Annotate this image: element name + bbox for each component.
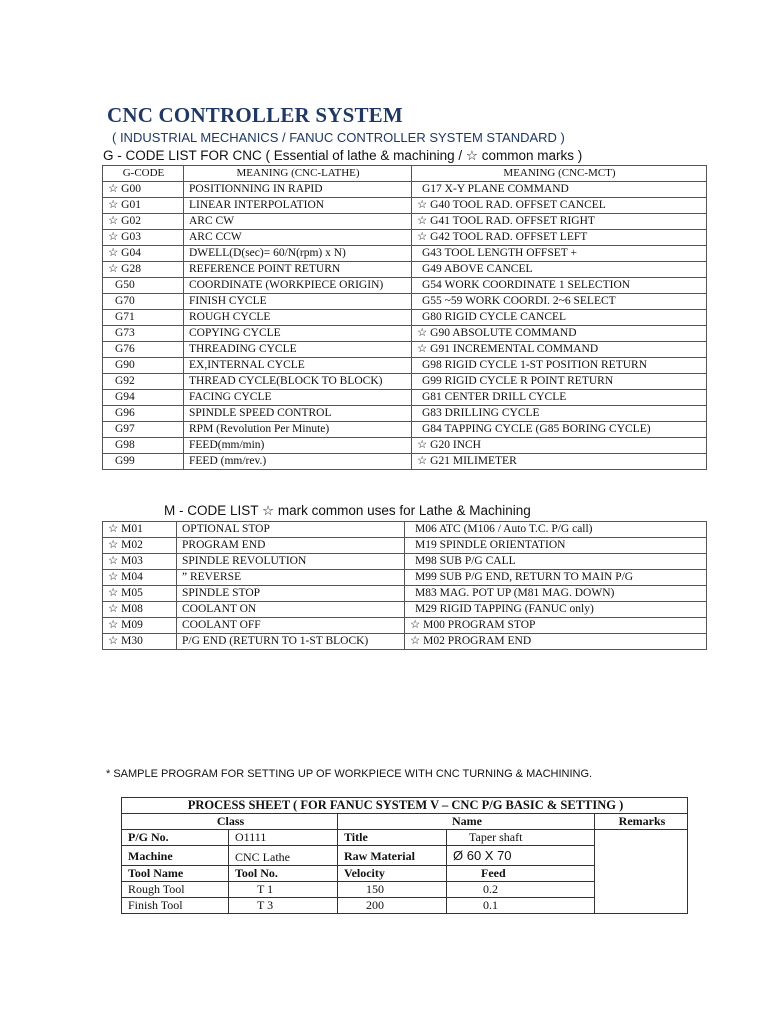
raw-material-value: Ø 60 X 70 xyxy=(447,846,595,866)
gcode-lathe-cell: FACING CYCLE xyxy=(184,390,412,406)
gcode-code-cell: G73 xyxy=(103,326,184,342)
mcode-mct-cell: M83 MAG. POT UP (M81 MAG. DOWN) xyxy=(405,586,707,602)
gcode-mct-cell: G83 DRILLING CYCLE xyxy=(412,406,707,422)
tool-no-cell: T 3 xyxy=(229,898,338,914)
remarks-label: Remarks xyxy=(595,814,688,830)
gcode-lathe-cell: THREADING CYCLE xyxy=(184,342,412,358)
gcode-lathe-cell: ROUGH CYCLE xyxy=(184,310,412,326)
mcode-lathe-cell: COOLANT ON xyxy=(177,602,405,618)
gcode-mct-cell: ☆ G40 TOOL RAD. OFFSET CANCEL xyxy=(412,198,707,214)
gcode-row xyxy=(103,326,707,342)
mcode-mct-cell: M99 SUB P/G END, RETURN TO MAIN P/G xyxy=(405,570,707,586)
gcode-code-cell: ☆ G02 xyxy=(103,214,184,230)
title-value: Taper shaft xyxy=(447,830,595,846)
gcode-mct-cell: ☆ G21 MILIMETER xyxy=(412,454,707,470)
gcode-caption: G - CODE LIST FOR CNC ( Essential of lathe & machining / ☆ common marks ) xyxy=(103,148,583,163)
mcode-code-cell: ☆ M08 xyxy=(103,602,177,618)
gcode-code-cell: ☆ G04 xyxy=(103,246,184,262)
gcode-code-cell: ☆ G01 xyxy=(103,198,184,214)
mcode-row xyxy=(103,554,707,570)
mcode-row xyxy=(103,538,707,554)
gcode-mct-cell: G80 RIGID CYCLE CANCEL xyxy=(412,310,707,326)
gcode-lathe-cell: POSITIONNING IN RAPID xyxy=(184,182,412,198)
pg-no-label: P/G No. xyxy=(122,830,229,846)
gcode-code-cell: G97 xyxy=(103,422,184,438)
mcode-lathe-cell: COOLANT OFF xyxy=(177,618,405,634)
mcode-lathe-cell: SPINDLE STOP xyxy=(177,586,405,602)
gcode-mct-cell: G98 RIGID CYCLE 1-ST POSITION RETURN xyxy=(412,358,707,374)
gcode-mct-cell: ☆ G20 INCH xyxy=(412,438,707,454)
gcode-lathe-cell: RPM (Revolution Per Minute) xyxy=(184,422,412,438)
mcode-row xyxy=(103,522,707,538)
machine-value: CNC Lathe xyxy=(229,846,338,866)
feed-cell: 0.2 xyxy=(447,882,595,898)
gcode-body xyxy=(103,182,707,470)
gcode-lathe-cell: ARC CW xyxy=(184,214,412,230)
gcode-row xyxy=(103,390,707,406)
gcode-lathe-cell: SPINDLE SPEED CONTROL xyxy=(184,406,412,422)
gcode-lathe-cell: LINEAR INTERPOLATION xyxy=(184,198,412,214)
gcode-code-cell: G92 xyxy=(103,374,184,390)
mcode-code-cell: ☆ M01 xyxy=(103,522,177,538)
gcode-code-cell: G96 xyxy=(103,406,184,422)
gcode-row xyxy=(103,182,707,198)
sample-program-note: * SAMPLE PROGRAM FOR SETTING UP OF WORKPIECE WITH CNC TURNING & MACHINING. xyxy=(106,768,593,780)
page-title: CNC CONTROLLER SYSTEM xyxy=(107,103,403,127)
gcode-row xyxy=(103,374,707,390)
gcode-row xyxy=(103,198,707,214)
gcode-code-cell: G70 xyxy=(103,294,184,310)
gcode-code-cell: ☆ G03 xyxy=(103,230,184,246)
mct-col-header: MEANING (CNC-MCT) xyxy=(412,166,707,182)
mcode-mct-cell: M98 SUB P/G CALL xyxy=(405,554,707,570)
mcode-lathe-cell: ” REVERSE xyxy=(177,570,405,586)
gcode-row xyxy=(103,246,707,262)
gcode-lathe-cell: FEED (mm/rev.) xyxy=(184,454,412,470)
gcode-row xyxy=(103,310,707,326)
lathe-col-header: MEANING (CNC-LATHE) xyxy=(184,166,412,182)
gcode-row xyxy=(103,406,707,422)
name-label: Name xyxy=(338,814,595,830)
feed-header: Feed xyxy=(447,866,595,882)
process-sheet-heading: PROCESS SHEET ( FOR FANUC SYSTEM V – CNC P/G BASIC & SETTING ) xyxy=(122,798,688,814)
gcode-row xyxy=(103,214,707,230)
gcode-code-cell: G90 xyxy=(103,358,184,374)
mcode-table xyxy=(102,521,707,650)
class-label: Class xyxy=(122,814,338,830)
tool-name-header: Tool Name xyxy=(122,866,229,882)
remarks-cell xyxy=(595,830,688,914)
gcode-code-cell: G50 xyxy=(103,278,184,294)
mcode-code-cell: ☆ M03 xyxy=(103,554,177,570)
gcode-row xyxy=(103,230,707,246)
mcode-code-cell: ☆ M05 xyxy=(103,586,177,602)
raw-material-label: Raw Material xyxy=(338,846,447,866)
gcode-row xyxy=(103,278,707,294)
gcode-lathe-cell: REFERENCE POINT RETURN xyxy=(184,262,412,278)
mcode-code-cell: ☆ M30 xyxy=(103,634,177,650)
gcode-mct-cell: G54 WORK COORDINATE 1 SELECTION xyxy=(412,278,707,294)
mcode-mct-cell: M29 RIGID TAPPING (FANUC only) xyxy=(405,602,707,618)
gcode-mct-cell: G55 ~59 WORK COORDI. 2~6 SELECT xyxy=(412,294,707,310)
gcode-row xyxy=(103,262,707,278)
mcode-lathe-cell: OPTIONAL STOP xyxy=(177,522,405,538)
gcode-table xyxy=(102,165,707,470)
mcode-row xyxy=(103,602,707,618)
mcode-lathe-cell: PROGRAM END xyxy=(177,538,405,554)
gcode-mct-cell: G99 RIGID CYCLE R POINT RETURN xyxy=(412,374,707,390)
gcode-mct-cell: ☆ G90 ABSOLUTE COMMAND xyxy=(412,326,707,342)
mcode-mct-cell: ☆ M00 PROGRAM STOP xyxy=(405,618,707,634)
gcode-lathe-cell: DWELL(D(sec)= 60/N(rpm) x N) xyxy=(184,246,412,262)
gcode-mct-cell: ☆ G91 INCREMENTAL COMMAND xyxy=(412,342,707,358)
gcode-mct-cell: G17 X-Y PLANE COMMAND xyxy=(412,182,707,198)
gcode-row xyxy=(103,438,707,454)
gcode-lathe-cell: ARC CCW xyxy=(184,230,412,246)
tool-no-header: Tool No. xyxy=(229,866,338,882)
mcode-body xyxy=(103,522,707,650)
mcode-mct-cell: M06 ATC (M106 / Auto T.C. P/G call) xyxy=(405,522,707,538)
feed-cell: 0.1 xyxy=(447,898,595,914)
mcode-code-cell: ☆ M09 xyxy=(103,618,177,634)
gcode-row xyxy=(103,342,707,358)
gcode-lathe-cell: THREAD CYCLE(BLOCK TO BLOCK) xyxy=(184,374,412,390)
mcode-row xyxy=(103,634,707,650)
gcode-row xyxy=(103,294,707,310)
gcode-mct-cell: G81 CENTER DRILL CYCLE xyxy=(412,390,707,406)
gcode-mct-cell: G43 TOOL LENGTH OFFSET + xyxy=(412,246,707,262)
gcode-code-cell: G76 xyxy=(103,342,184,358)
mcode-row xyxy=(103,586,707,602)
mcode-mct-cell: ☆ M02 PROGRAM END xyxy=(405,634,707,650)
gcode-col-header: G-CODE xyxy=(103,166,184,182)
gcode-row xyxy=(103,454,707,470)
page-subtitle: ( INDUSTRIAL MECHANICS / FANUC CONTROLLER SYSTEM STANDARD ) xyxy=(112,130,565,145)
gcode-header-row xyxy=(103,166,707,182)
gcode-code-cell: ☆ G28 xyxy=(103,262,184,278)
machine-label: Machine xyxy=(122,846,229,866)
gcode-code-cell: ☆ G00 xyxy=(103,182,184,198)
gcode-mct-cell: G49 ABOVE CANCEL xyxy=(412,262,707,278)
tool-name-cell: Finish Tool xyxy=(122,898,229,914)
gcode-lathe-cell: COORDINATE (WORKPIECE ORIGIN) xyxy=(184,278,412,294)
velocity-cell: 150 xyxy=(338,882,447,898)
gcode-lathe-cell: FEED(mm/min) xyxy=(184,438,412,454)
gcode-code-cell: G98 xyxy=(103,438,184,454)
gcode-code-cell: G99 xyxy=(103,454,184,470)
gcode-lathe-cell: EX,INTERNAL CYCLE xyxy=(184,358,412,374)
mcode-code-cell: ☆ M02 xyxy=(103,538,177,554)
process-sheet-table xyxy=(121,797,688,914)
mcode-lathe-cell: P/G END (RETURN TO 1-ST BLOCK) xyxy=(177,634,405,650)
gcode-mct-cell: ☆ G41 TOOL RAD. OFFSET RIGHT xyxy=(412,214,707,230)
gcode-lathe-cell: FINISH CYCLE xyxy=(184,294,412,310)
gcode-lathe-cell: COPYING CYCLE xyxy=(184,326,412,342)
gcode-row xyxy=(103,358,707,374)
pg-no-value: O1111 xyxy=(229,830,338,846)
tool-no-cell: T 1 xyxy=(229,882,338,898)
mcode-row xyxy=(103,570,707,586)
gcode-mct-cell: ☆ G42 TOOL RAD. OFFSET LEFT xyxy=(412,230,707,246)
mcode-lathe-cell: SPINDLE REVOLUTION xyxy=(177,554,405,570)
tool-name-cell: Rough Tool xyxy=(122,882,229,898)
velocity-cell: 200 xyxy=(338,898,447,914)
mcode-mct-cell: M19 SPINDLE ORIENTATION xyxy=(405,538,707,554)
gcode-mct-cell: G84 TAPPING CYCLE (G85 BORING CYCLE) xyxy=(412,422,707,438)
mcode-code-cell: ☆ M04 xyxy=(103,570,177,586)
title-label: Title xyxy=(338,830,447,846)
gcode-code-cell: G94 xyxy=(103,390,184,406)
mcode-caption: M - CODE LIST ☆ mark common uses for Lathe & Machining xyxy=(164,503,531,518)
mcode-row xyxy=(103,618,707,634)
velocity-header: Velocity xyxy=(338,866,447,882)
gcode-row xyxy=(103,422,707,438)
gcode-code-cell: G71 xyxy=(103,310,184,326)
